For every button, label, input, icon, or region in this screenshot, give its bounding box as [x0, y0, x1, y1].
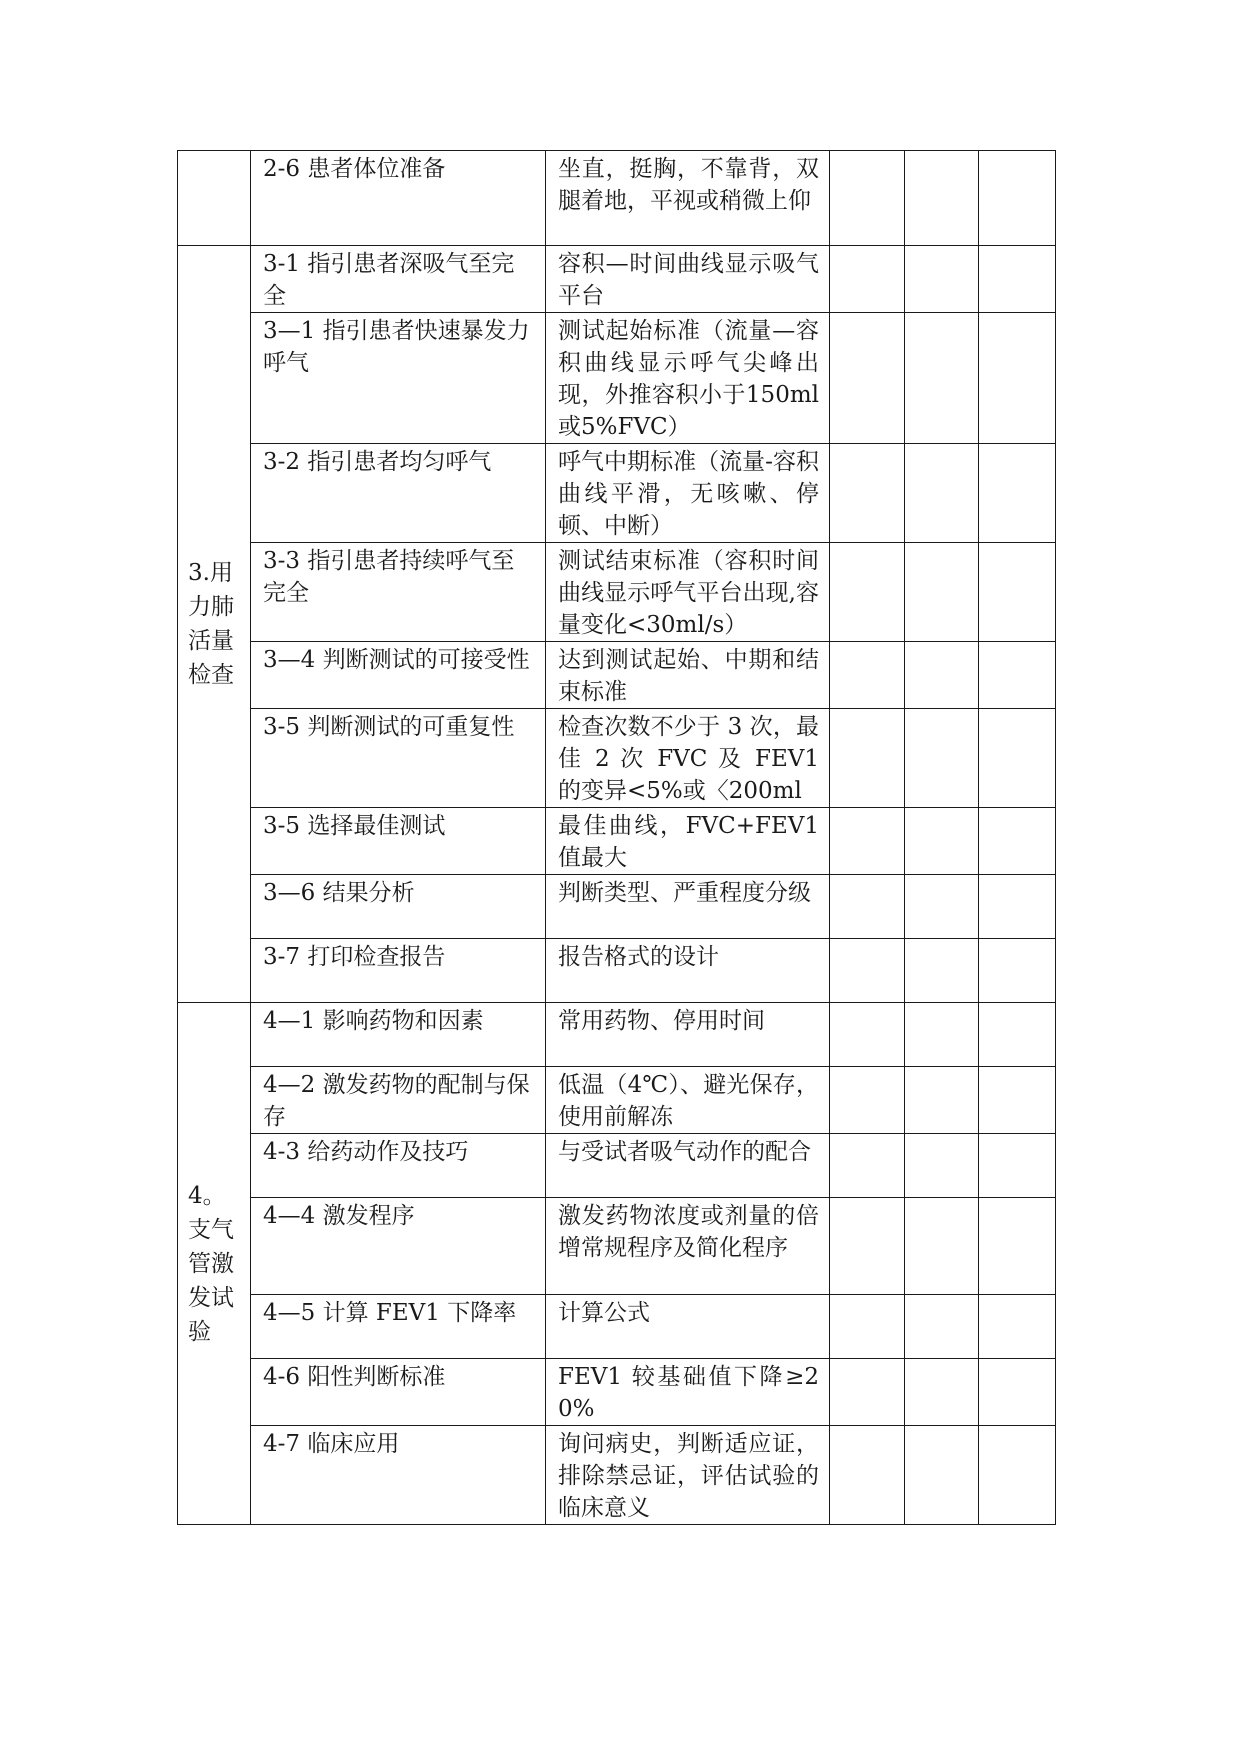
score-cell: [830, 875, 905, 939]
step-cell: 4—4 激发程序: [251, 1198, 546, 1295]
step-cell: 4—2 激发药物的配制与保存: [251, 1067, 546, 1134]
standard-cell: 询问病史，判断适应证，排除禁忌证，评估试验的临床意义: [546, 1426, 830, 1525]
score-cell: [979, 246, 1056, 313]
table-row: [178, 444, 1056, 543]
score-cell: [979, 875, 1056, 939]
standard-cell: 检查次数不少于 3 次，最佳 2 次 FVC 及 FEV1 的变异<5%或〈200ml: [546, 709, 830, 808]
standard-cell: 测试起始标准（流量—容积曲线显示呼气尖峰出现，外推容积小于150ml或5%FVC）: [546, 313, 830, 444]
standard-cell: 达到测试起始、中期和结束标准: [546, 642, 830, 709]
standard-cell: 与受试者吸气动作的配合: [546, 1134, 830, 1198]
step-cell: 3-5 选择最佳测试: [251, 808, 546, 875]
standard-cell: 计算公式: [546, 1295, 830, 1359]
score-cell: [905, 709, 979, 808]
standard-cell: 判断类型、严重程度分级: [546, 875, 830, 939]
skills-checklist-table: [177, 150, 1056, 1525]
standard-cell: 呼气中期标准（流量-容积曲线平滑，无咳嗽、停顿、中断）: [546, 444, 830, 543]
score-cell: [830, 1198, 905, 1295]
score-cell: [830, 1426, 905, 1525]
step-cell: 4—5 计算 FEV1 下降率: [251, 1295, 546, 1359]
score-cell: [830, 1359, 905, 1426]
score-cell: [830, 313, 905, 444]
score-cell: [905, 875, 979, 939]
score-cell: [905, 1003, 979, 1067]
standard-cell: 测试结束标准（容积时间曲线显示呼气平台出现,容量变化<30ml/s）: [546, 543, 830, 642]
score-cell: [905, 1134, 979, 1198]
table-row: [178, 246, 1056, 313]
standard-cell: 报告格式的设计: [546, 939, 830, 1003]
step-cell: 3—6 结果分析: [251, 875, 546, 939]
step-cell: 3-5 判断测试的可重复性: [251, 709, 546, 808]
score-cell: [979, 313, 1056, 444]
table-row: [178, 939, 1056, 1003]
score-cell: [830, 709, 905, 808]
table-row: [178, 1067, 1056, 1134]
table-row: [178, 709, 1056, 808]
score-cell: [905, 151, 979, 246]
table-row: [178, 1003, 1056, 1067]
step-cell: 3-7 打印检查报告: [251, 939, 546, 1003]
score-cell: [830, 151, 905, 246]
score-cell: [830, 808, 905, 875]
score-cell: [979, 1134, 1056, 1198]
score-cell: [905, 808, 979, 875]
table-row: [178, 642, 1056, 709]
score-cell: [905, 444, 979, 543]
score-cell: [905, 939, 979, 1003]
table-row: [178, 151, 1056, 246]
standard-cell: 容积—时间曲线显示吸气平台: [546, 246, 830, 313]
score-cell: [979, 1295, 1056, 1359]
standard-cell: 激发药物浓度或剂量的倍增常规程序及简化程序: [546, 1198, 830, 1295]
score-cell: [979, 808, 1056, 875]
step-cell: 3-1 指引患者深吸气至完全: [251, 246, 546, 313]
score-cell: [979, 709, 1056, 808]
score-cell: [830, 1003, 905, 1067]
section-cell: 4。支气管激发试验: [178, 1003, 251, 1525]
standard-cell: 坐直，挺胸，不靠背，双腿着地，平视或稍微上仰: [546, 151, 830, 246]
score-cell: [979, 1426, 1056, 1525]
score-cell: [979, 151, 1056, 246]
table-row: [178, 543, 1056, 642]
standard-cell: 常用药物、停用时间: [546, 1003, 830, 1067]
score-cell: [830, 1134, 905, 1198]
standard-cell: 最佳曲线，FVC+FEV1 值最大: [546, 808, 830, 875]
score-cell: [830, 939, 905, 1003]
step-cell: 4-7 临床应用: [251, 1426, 546, 1525]
table-row: [178, 1359, 1056, 1426]
step-cell: 3—1 指引患者快速暴发力呼气: [251, 313, 546, 444]
score-cell: [905, 246, 979, 313]
score-cell: [905, 1198, 979, 1295]
step-cell: 4-3 给药动作及技巧: [251, 1134, 546, 1198]
score-cell: [830, 246, 905, 313]
score-cell: [830, 1295, 905, 1359]
score-cell: [979, 1003, 1056, 1067]
table-row: [178, 1134, 1056, 1198]
step-cell: 4—1 影响药物和因素: [251, 1003, 546, 1067]
score-cell: [979, 1198, 1056, 1295]
table-row: [178, 1198, 1056, 1295]
step-cell: 2-6 患者体位准备: [251, 151, 546, 246]
score-cell: [979, 543, 1056, 642]
table-row: [178, 1295, 1056, 1359]
table-row: [178, 1426, 1056, 1525]
score-cell: [830, 444, 905, 543]
score-cell: [830, 642, 905, 709]
section-cell: [178, 151, 251, 246]
score-cell: [905, 642, 979, 709]
step-cell: 3-3 指引患者持续呼气至完全: [251, 543, 546, 642]
score-cell: [905, 313, 979, 444]
table-row: [178, 313, 1056, 444]
section-cell: 3.用力肺活量检查: [178, 246, 251, 1003]
score-cell: [979, 1067, 1056, 1134]
step-cell: 3-2 指引患者均匀呼气: [251, 444, 546, 543]
score-cell: [830, 543, 905, 642]
score-cell: [905, 1426, 979, 1525]
table-row: [178, 808, 1056, 875]
table-row: [178, 875, 1056, 939]
score-cell: [979, 642, 1056, 709]
score-cell: [905, 543, 979, 642]
step-cell: 4-6 阳性判断标准: [251, 1359, 546, 1426]
score-cell: [979, 1359, 1056, 1426]
score-cell: [905, 1067, 979, 1134]
score-cell: [979, 939, 1056, 1003]
standard-cell: 低温（4℃）、避光保存，使用前解冻: [546, 1067, 830, 1134]
score-cell: [830, 1067, 905, 1134]
step-cell: 3—4 判断测试的可接受性: [251, 642, 546, 709]
standard-cell: FEV1 较基础值下降≥20%: [546, 1359, 830, 1426]
score-cell: [979, 444, 1056, 543]
score-cell: [905, 1295, 979, 1359]
score-cell: [905, 1359, 979, 1426]
